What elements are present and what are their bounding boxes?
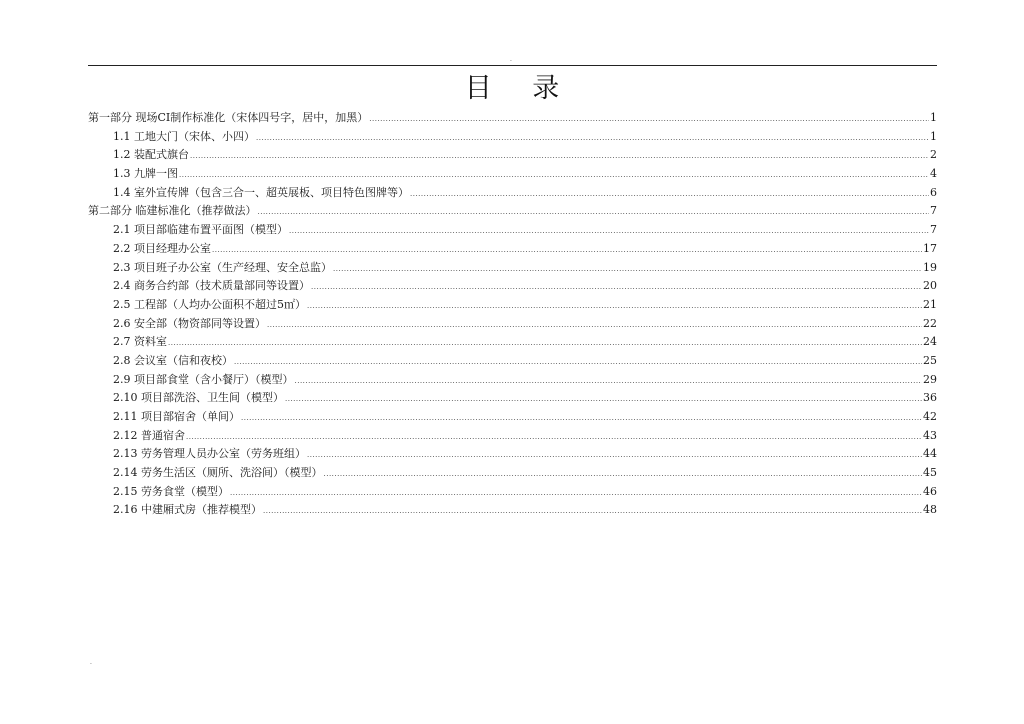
toc-entry-text: 2.15 劳务食堂（模型） [113, 484, 229, 498]
toc-section-entry[interactable] [88, 221, 937, 240]
toc-entry-text: 2.4 商务合约部（技术质量部同等设置） [113, 279, 310, 293]
toc-page-number: 42 [923, 410, 937, 423]
toc-dot-leader [186, 427, 922, 447]
toc-section-entry[interactable] [88, 501, 937, 520]
toc-entry-text: 2.2 项目经理办公室 [113, 241, 211, 255]
toc-page-number: 7 [930, 223, 937, 237]
toc-dot-leader [258, 202, 930, 222]
toc-section-entry[interactable] [88, 146, 937, 165]
toc-page-number: 48 [923, 503, 937, 517]
toc-section-entry[interactable] [88, 445, 937, 464]
toc-page-number: 6 [930, 185, 937, 199]
toc-page-number: 46 [923, 484, 937, 498]
toc-entry-text: 2.16 中建厢式房（推荐模型） [113, 503, 262, 517]
toc-dot-leader [307, 296, 922, 316]
toc-dot-leader [307, 445, 922, 465]
toc-entry-text: 1.1 工地大门（宋体、小四） [113, 129, 255, 143]
toc-page-number: 22 [923, 316, 937, 330]
toc-page-number: 29 [923, 372, 937, 386]
toc-page-number: 19 [923, 260, 937, 274]
toc-dot-leader [267, 315, 922, 335]
toc-section-entry[interactable] [88, 296, 937, 315]
toc-page-number: 17 [923, 241, 937, 255]
toc-dot-leader [295, 371, 923, 391]
toc-section-entry[interactable] [88, 427, 937, 446]
toc-dot-leader [190, 146, 929, 166]
toc-entry-text: 2.6 安全部（物资部同等设置） [113, 316, 266, 330]
toc-entry-text: 2.13 劳务管理人员办公室（劳务班组） [113, 447, 306, 461]
toc-dot-leader [410, 184, 929, 204]
toc-dot-leader [256, 128, 929, 148]
toc-entry-text: 2.12 普通宿舍 [113, 428, 185, 442]
toc-page-number: 45 [923, 466, 937, 480]
toc-page-number: 2 [930, 148, 937, 162]
toc-section-entry[interactable] [88, 165, 937, 184]
toc-dot-leader [212, 240, 922, 260]
toc-section-entry[interactable] [88, 277, 937, 296]
toc-dot-leader [263, 501, 922, 521]
toc-section-entry[interactable] [88, 184, 937, 203]
toc-entry-text: 2.10 项目部洗浴、卫生间（模型） [113, 391, 284, 405]
toc-page-number: 25 [923, 353, 937, 367]
header-dot: . [510, 56, 512, 63]
toc-entry-text: 2.5 工程部（人均办公面积不超过5㎡） [113, 297, 306, 311]
header-rule [88, 65, 937, 66]
toc-dot-leader [234, 352, 922, 372]
toc-section-entry[interactable] [88, 315, 937, 334]
toc-page-number: 21 [923, 297, 937, 311]
toc-section-entry[interactable] [88, 389, 937, 408]
toc-entry-text: 2.7 资料室 [113, 335, 167, 349]
toc-part-entry[interactable] [88, 202, 937, 221]
toc-section-entry[interactable] [88, 259, 937, 278]
toc-entry-text: 2.14 劳务生活区（厕所、洗浴间）（模型） [113, 466, 323, 480]
toc-page-number: 7 [930, 204, 937, 218]
toc-section-entry[interactable] [88, 128, 937, 147]
toc-section-entry[interactable] [88, 371, 937, 390]
toc-page-number: 44 [923, 447, 937, 461]
toc-dot-leader [324, 464, 923, 484]
toc-dot-leader [285, 389, 922, 409]
toc-entry-text: 2.11 项目部宿舍（单间） [113, 410, 240, 423]
toc-page-number: 1 [930, 129, 937, 143]
toc-section-entry[interactable] [88, 240, 937, 259]
toc-dot-leader [289, 221, 929, 241]
toc-dot-leader [179, 165, 929, 185]
toc-section-entry[interactable] [88, 464, 937, 483]
toc-dot-leader [168, 333, 922, 353]
toc-section-entry[interactable] [88, 333, 937, 352]
toc-dot-leader [241, 408, 922, 428]
toc-dot-leader [369, 109, 929, 129]
toc-page-number: 24 [923, 335, 937, 349]
toc-entry-text: 2.9 项目部食堂（含小餐厅）（模型） [113, 372, 294, 386]
toc-entry-text: 2.8 会议室（信和夜校） [113, 353, 233, 367]
toc-dot-leader [230, 483, 922, 503]
toc-entry-text: 1.3 九牌一图 [113, 167, 178, 181]
toc-entry-text: 2.3 项目班子办公室（生产经理、安全总监） [113, 260, 332, 274]
toc-entry-text: 第一部分 现场CI制作标准化（宋体四号字，居中，加黑） [88, 111, 369, 124]
table-of-contents [88, 109, 937, 520]
toc-entry-text: 1.4 室外宣传牌（包含三合一、超英展板、项目特色图牌等） [113, 185, 409, 199]
toc-section-entry[interactable] [88, 483, 937, 502]
toc-entry-text: 2.1 项目部临建布置平面图（模型） [113, 223, 288, 237]
toc-section-entry[interactable] [88, 352, 937, 371]
toc-section-entry[interactable] [88, 408, 937, 427]
toc-page-number: 1 [930, 111, 937, 124]
toc-page-number: 43 [923, 428, 937, 442]
page-title: 目 录 [464, 73, 576, 104]
toc-entry-text: 第二部分 临建标准化（推荐做法） [88, 204, 257, 218]
toc-page-number: 20 [923, 279, 937, 293]
toc-page-number: 36 [923, 391, 937, 405]
toc-page-number: 4 [930, 167, 937, 181]
footer-dot: . [90, 659, 92, 666]
toc-entry-text: 1.2 装配式旗台 [113, 148, 189, 162]
toc-part-entry[interactable] [88, 109, 937, 128]
toc-dot-leader [311, 277, 922, 297]
toc-dot-leader [333, 259, 922, 279]
